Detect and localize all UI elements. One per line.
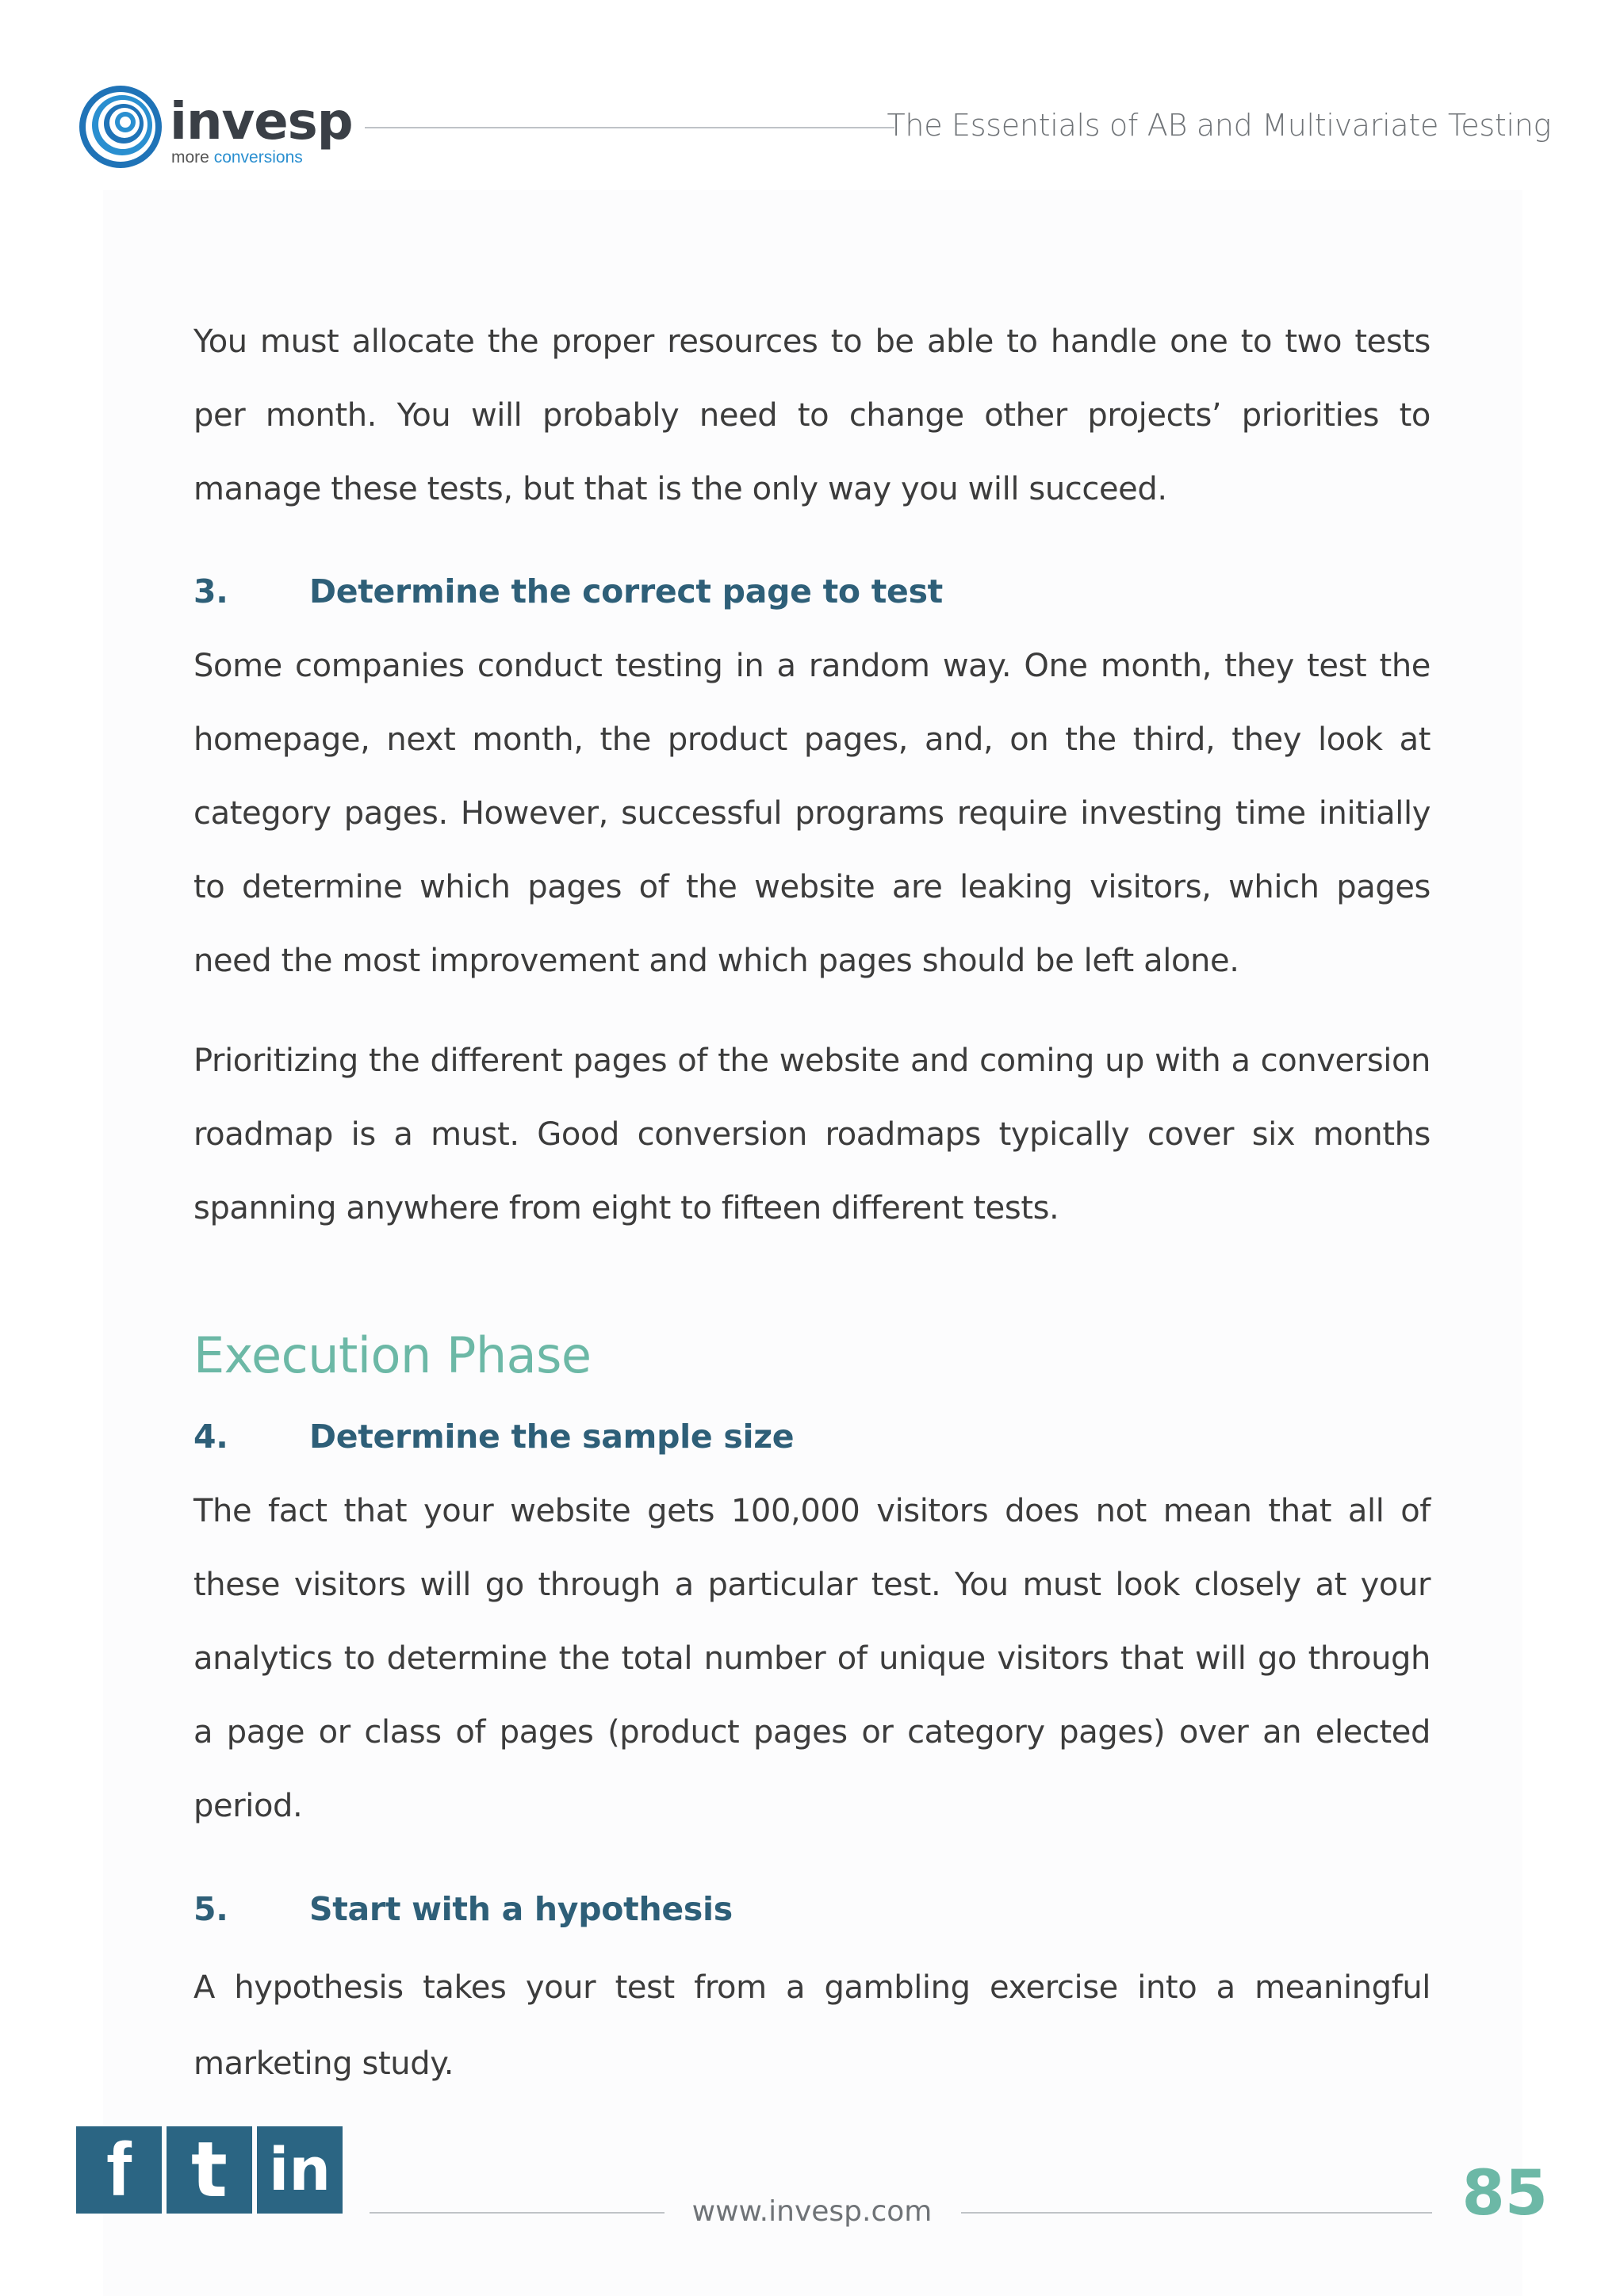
item-title: Determine the correct page to test [309,572,943,610]
item-number: 5. [193,1890,228,1928]
item-title: Determine the sample size [309,1418,795,1456]
logo-wordmark: invesp [170,93,353,151]
facebook-icon: f [106,2127,132,2212]
item-number: 3. [193,572,228,610]
twitter-icon: t [191,2126,228,2214]
item-title: Start with a hypothesis [309,1890,733,1928]
linkedin-icon: in [268,2136,331,2204]
paragraph-roadmap: Prioritizing the different pages of the website and coming up with a conversion roadmap is a must. Good conversion roadmaps typically cover six months spanning anywhere from eight to fifteen different tests. [193,1043,1431,1226]
paragraph-resources: You must allocate the proper resources to be able to handle one to two tests per month. You will probably need to change other projects’ priorities to manage these tests, but that is the only way you will succeed. [193,323,1431,507]
logo-tagline [171,149,303,166]
page-number: 85 [1461,2158,1548,2229]
item-heading-3 [193,568,1431,615]
section-title-execution: Execution Phase [193,1326,592,1384]
paragraph-sample-size: The fact that your website gets 100,000 visitors does not mean that all of these visitors will go through a particular test. You must look closely at your analytics to determine the total number of unique visitors that will go through a page or class of pages (product pages or category pages) over an elected period. [193,1493,1431,1824]
concentric-circle-logo-icon [76,82,165,171]
logo-tagline-prefix: more [171,148,209,166]
item-heading-4 [193,1413,1431,1460]
item-number: 4. [193,1418,228,1456]
item-heading-5 [193,1885,1431,1933]
invesp-logo[interactable] [76,82,353,178]
header-divider [365,127,894,128]
paragraph-random-testing: Some companies conduct testing in a random way. One month, they test the homepage, next month, the product pages, and, on the third, they look at category pages. However, successful programs require investing time initially to determine which pages of the website are leaking visitors, which pages need the most improvement and which pages should be left alone. [193,648,1431,979]
logo-tagline-accent: conversions [213,148,303,166]
paragraph-hypothesis: A hypothesis takes your test from a gambling exercise into a meaningful marketing study. [193,1969,1431,2082]
footer-website-link[interactable]: www.invesp.com [691,2195,933,2228]
document-title: The Essentials of AB and Multivariate Testing [887,108,1551,143]
